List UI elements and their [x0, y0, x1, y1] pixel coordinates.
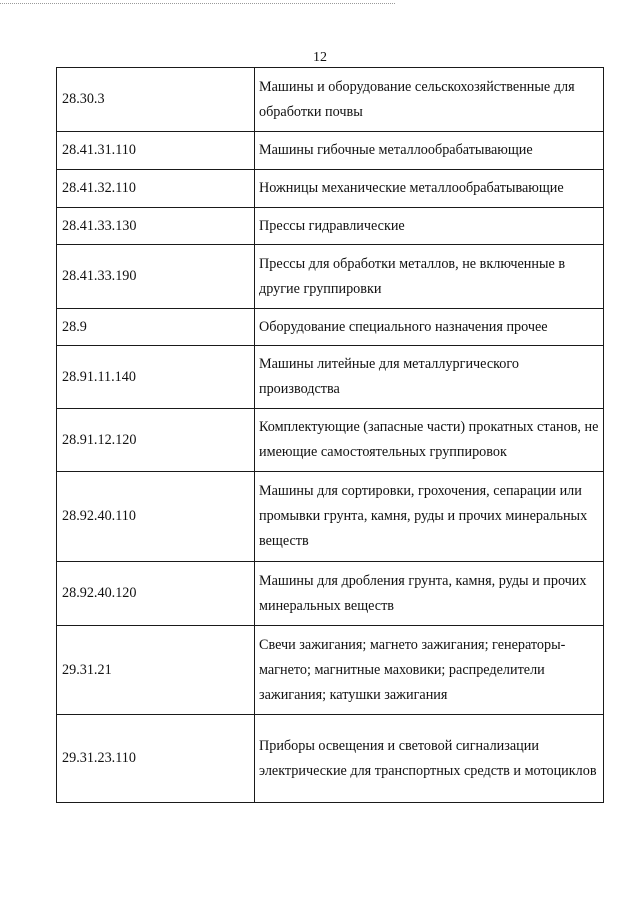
code-cell: 28.92.40.120 — [57, 562, 255, 626]
table-row — [57, 715, 604, 803]
description-cell: Комплектующие (запасные части) прокатных станов, не имеющие самостоятельных группировок — [255, 409, 604, 472]
description-cell: Машины для дробления грунта, камня, руды и прочих минеральных веществ — [255, 562, 604, 626]
page-number: 12 — [313, 50, 327, 65]
code-cell: 28.41.33.130 — [57, 208, 255, 245]
table-row — [57, 562, 604, 626]
table-row — [57, 132, 604, 170]
table-row — [57, 245, 604, 309]
table-row — [57, 626, 604, 715]
code-cell: 28.9 — [57, 309, 255, 346]
code-cell: 28.41.33.190 — [57, 245, 255, 309]
description-cell: Машины гибочные металлообрабатывающие — [255, 132, 604, 170]
classification-table — [56, 67, 604, 803]
code-cell: 28.41.31.110 — [57, 132, 255, 170]
code-cell: 29.31.23.110 — [57, 715, 255, 803]
description-cell: Прессы для обработки металлов, не включенные в другие группировки — [255, 245, 604, 309]
description-cell: Приборы освещения и световой сигнализации электрические для транспортных средств и мотоциклов — [255, 715, 604, 803]
code-cell: 29.31.21 — [57, 626, 255, 715]
table-row — [57, 346, 604, 409]
description-cell: Машины для сортировки, грохочения, сепарации или промывки грунта, камня, руды и прочих минеральных веществ — [255, 472, 604, 562]
table-row — [57, 309, 604, 346]
description-cell: Свечи зажигания; магнето зажигания; генераторы-магнето; магнитные маховики; распределители зажигания; катушки зажигания — [255, 626, 604, 715]
scan-top-rule — [0, 3, 395, 4]
table-row — [57, 208, 604, 245]
code-cell: 28.30.3 — [57, 68, 255, 132]
description-cell: Ножницы механические металлообрабатывающие — [255, 170, 604, 208]
description-cell: Прессы гидравлические — [255, 208, 604, 245]
description-cell: Оборудование специального назначения прочее — [255, 309, 604, 346]
code-cell: 28.91.11.140 — [57, 346, 255, 409]
table-row — [57, 472, 604, 562]
code-cell: 28.41.32.110 — [57, 170, 255, 208]
code-cell: 28.92.40.110 — [57, 472, 255, 562]
table-row — [57, 68, 604, 132]
code-cell: 28.91.12.120 — [57, 409, 255, 472]
description-cell: Машины литейные для металлургического производства — [255, 346, 604, 409]
description-cell: Машины и оборудование сельскохозяйственные для обработки почвы — [255, 68, 604, 132]
table-row — [57, 409, 604, 472]
table-row — [57, 170, 604, 208]
